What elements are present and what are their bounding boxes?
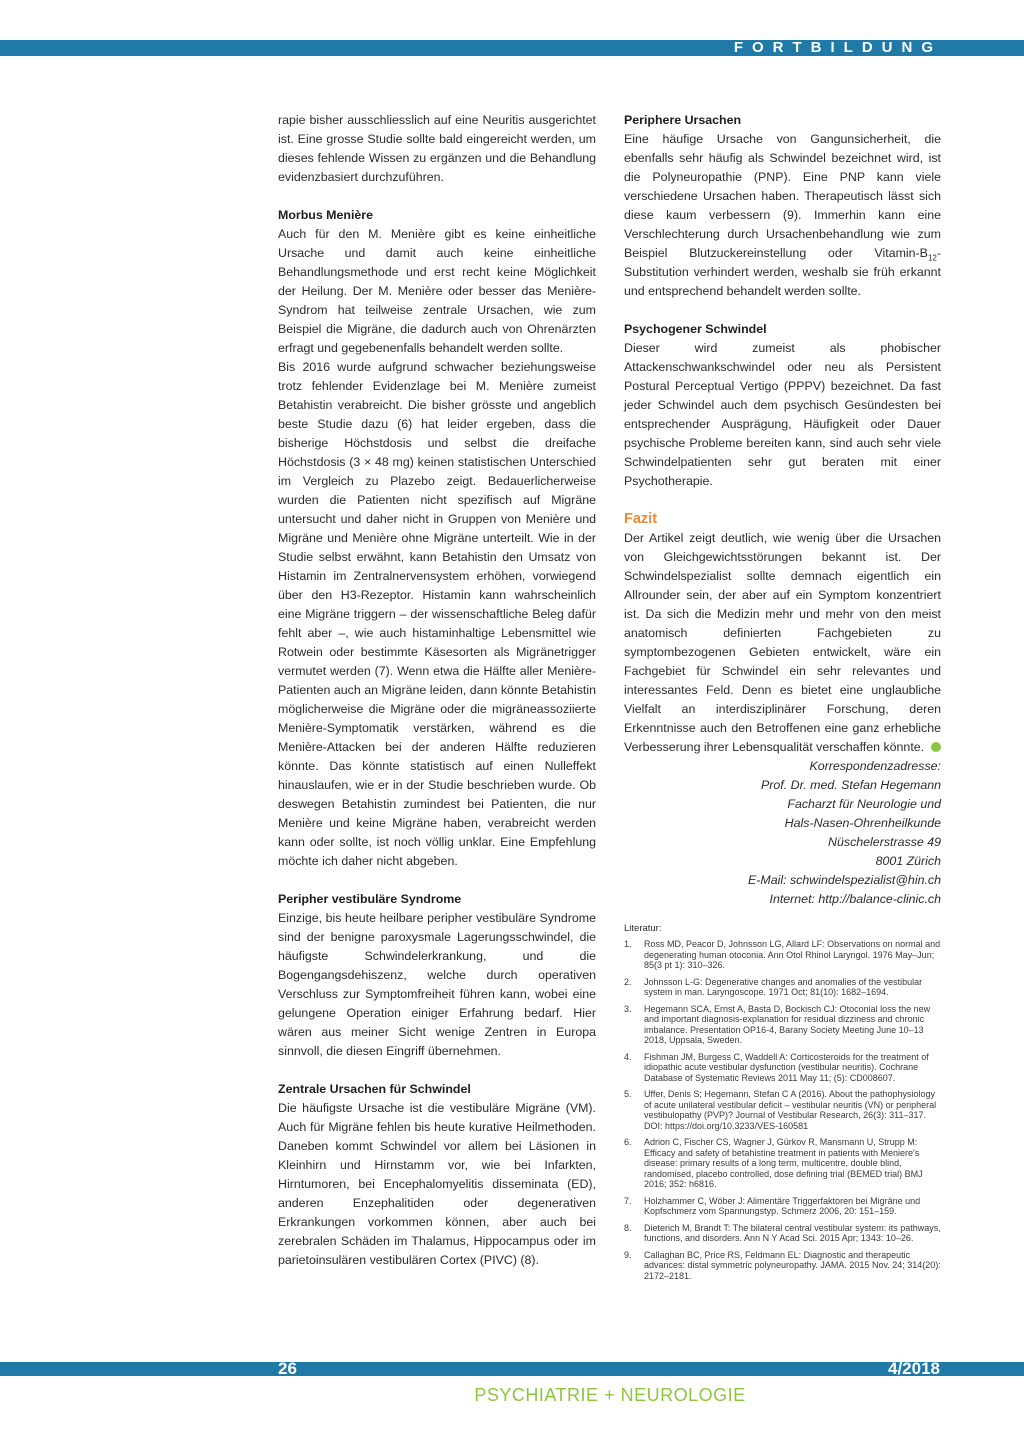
contact-line: Korrespondenzadresse: bbox=[809, 759, 941, 773]
heading-fazit: Fazit bbox=[624, 511, 658, 527]
heading-morbus-meniere: Morbus Menière bbox=[278, 208, 374, 222]
page-number: 26 bbox=[278, 1359, 297, 1378]
reference-item: 2. Johnsson L-G: Degenerative changes and anomalies of the vestibular system in man. Laryngoscope. 1971 Oct; 81(10): 1682–1694. bbox=[624, 976, 923, 997]
heading-zentrale-ursachen: Zentrale Ursachen für Schwindel bbox=[278, 1082, 471, 1096]
left-column bbox=[278, 111, 596, 1270]
vitamin-subscript: 12 bbox=[927, 253, 937, 263]
heading-psychogener-schwindel: Psychogener Schwindel bbox=[624, 322, 767, 336]
meniere-paragraph-1: Auch für den M. Menière gibt es keine einheitliche Ursache und damit auch keine einheitliche Behandlungsmethode und erst recht keine Möglichkeit der Heilung. Der M. Menière oder besser das Menière-Syndrom hat teilweise zentrale Ursachen, wie zum Beispiel die Migräne, die dadurch auch von Ohrenärzten erfragt und gegebenenfalls behandelt werden sollte. bbox=[278, 227, 596, 355]
footer-band bbox=[0, 1359, 1024, 1378]
periphere-paragraph bbox=[624, 130, 941, 301]
periphere-text-b: -Substitution verhindert werden, weshalb sie früh erkannt und entsprechend behandelt werden sollte. bbox=[624, 246, 941, 298]
periphere-text-a: Eine häufige Ursache von Gangunsicherheit, die ebenfalls sehr häufig als Schwindel bezeichnet wird, ist die Polyneuropathie (PNP). Eine PNP kann viele verschiedene Ursachen haben. Therapeutisch lässt sich diese kaum verbessern (9). Immerhin kann eine Verschlechterung durch Ursachenbehandlung wie zum Beispiel Blutzuckereinstellung oder Vitamin-B bbox=[624, 132, 941, 260]
contact-line: Prof. Dr. med. Stefan Hegemann bbox=[761, 778, 941, 792]
reference-item: 6. Adrion C, Fischer CS, Wagner J, Gürkov R, Mansmann U, Strupp M: Efficacy and safety of betahistine treatment in patients with Meniere's disease: primary results of a long term, multicentre, double blind, randomised, placebo controlled, dose defining trial (BEMED trial) BMJ 2016; 352: h6816. bbox=[624, 1137, 923, 1189]
reference-item: 4. Fishman JM, Burgess C, Waddell A: Corticosteroids for the treatment of idiopathic acute vestibular dysfunction (vestibular neuritis). Cochrane Database of Systematic Reviews 2011 May 11; (5): CD008607. bbox=[624, 1051, 929, 1083]
fazit-text: Der Artikel zeigt deutlich, wie wenig über die Ursachen von Gleichgewichtsstörungen bekannt ist. Der Schwindelspezialist sollte demnach eigentlich ein Allrounder sein, der aber auf ein Symptom konzentriert ist. Da sich die Medizin mehr und mehr von den meist anatomisch definierten Fachgebieten zu symptombezogenen Gebieten entwickelt, wäre ein Fachgebiet für Schwindel ein sehr relevantes und interessantes Feld. Denn es bietet eine unglaubliche Vielfalt an interdisziplinärer Forschung, deren Erkenntnisse auch den Betroffenen eine ganz erhebliche Verbesserung ihrer Lebensqualität verschaffen könnte. bbox=[624, 531, 941, 754]
end-of-article-dot-icon bbox=[931, 742, 941, 752]
contact-line: Facharzt für Neurologie und bbox=[787, 797, 941, 811]
reference-item: 1. Ross MD, Peacor D, Johnsson LG, Allard LF: Observations on normal and degenerating human otoconia. Ann Otol Rhinol Laryngol. 1976 May–Jun; 85(3 pt 1): 310–326. bbox=[624, 939, 941, 970]
meniere-paragraph-2: Bis 2016 wurde aufgrund schwacher beziehungsweise trotz fehlender Evidenzlage bei M. Menière zumeist Betahistin verabreicht. Die bisher grösste und angeblich beste Studie dazu (6) hat leider ergeben, dass die bisherige Höchstdosis und selbst die dreifache Höchstdosis (3 × 48 mg) keinen statistischen Unterschied im Vergleich zu Plazebo zeigt. Bedauerlicherweise wurden die Patienten nicht spezifisch auf Migräne untersucht und daher nicht in Gruppen von Menière und Migräne und Menière ohne Migräne unterteilt. Wie in der Studie selbst erwähnt, kann Betahistin den Umsatz von Histamin im Zentralnervensystem erhöhen, vorwiegend über den H3-Rezeptor. Histamin kann wahrscheinlich eine Migräne triggern – der wissenschaftliche Beleg dafür fehlt aber –, wie auch histaminhaltige Lebensmittel wie Rotwein oder bestimmte Käsesorten als Migränetrigger vermutet werden (7). Wenn etwa die Hälfte aller Menière-Patienten auch an Migräne leiden, dann könnte Betahistin möglicherweise die Migräne oder die migräneassoziierte Menière-Symptomatik verstärken, während es die Menière-Attacken bei der anderen Hälfte reduzieren könnte. Das könnte statistisch auf einen Nulleffekt hinauslaufen, wie er in der Studie beschrieben wurde. Ob deswegen Betahistin zumindest bei Patienten, die nur Menière und keine Migräne haben, verabreicht werden kann oder sollte, ist noch völlig unklar. Eine Empfehlung möchte ich daher nicht abgeben. bbox=[278, 360, 596, 868]
reference-item: 7. Holzhammer C, Wöber J: Alimentäre Triggerfaktoren bei Migräne und Kopfschmerz vom Spannungstyp. Schmerz 2006, 20: 151–159. bbox=[624, 1195, 921, 1216]
reference-list bbox=[624, 939, 941, 1281]
heading-peripher-vestibulaere-syndrome: Peripher vestibuläre Syndrome bbox=[278, 892, 462, 906]
contact-line: Nüschelerstrasse 49 bbox=[828, 835, 941, 849]
issue-number: 4/2018 bbox=[888, 1359, 940, 1378]
fazit-paragraph bbox=[624, 529, 941, 757]
contact-website: Internet: http://balance-clinic.ch bbox=[769, 892, 941, 906]
right-column bbox=[624, 111, 941, 1287]
reference-item: 8. Dieterich M, Brandt T: The bilateral central vestibular system: its pathways, functions, and disorders. Ann N Y Acad Sci. 2015 Apr; 1343: 10–26. bbox=[624, 1222, 941, 1243]
reference-item: 3. Hegemann SCA, Ernst A, Basta D, Bockisch CJ: Otoconial loss the new and important diagnosis-explanation for residual dizziness and chronic imbalance. Presentation OP16-4, Barany Society Meeting June 10–13 2018, Uppsala, Sweden. bbox=[624, 1003, 931, 1045]
journal-title: PSYCHIATRIE + NEUROLOGIE bbox=[474, 1385, 746, 1405]
contact-line: Hals-Nasen-Ohrenheilkunde bbox=[784, 816, 941, 830]
psycho-paragraph: Dieser wird zumeist als phobischer Attackenschwankschwindel oder neu als Persistent Postural Perceptual Vertigo (PPPV) bezeichnet. Da fast jeder Schwindel auch dem psychisch Gesündesten bei entsprechender Ausprägung, Häufigkeit oder Dauer psychische Probleme bereiten kann, sind auch sehr viele Schwindelpatienten sehr gut beraten mit einer Psychotherapie. bbox=[624, 341, 941, 488]
contact-email: E-Mail: schwindelspezialist@hin.ch bbox=[747, 873, 941, 887]
literature-heading: Literatur: bbox=[624, 923, 662, 934]
intro-paragraph: rapie bisher ausschliesslich auf eine Neuritis ausgerichtet ist. Eine grosse Studie sollte bald eingereicht werden, um dieses fehlende Wissen zu ergänzen und die Behandlung evidenzbasiert durchzuführen. bbox=[278, 113, 596, 184]
contact-block bbox=[624, 757, 941, 909]
peripher-paragraph: Einzige, bis heute heilbare peripher vestibuläre Syndrome sind der benigne paroxysmale Lagerungsschwindel, die häufigste Schwindelerkrankung, und die Bogengangsdehiszenz, welche durch operativen Verschluss zur Symptomfreiheit führen kann, wobei eine gelungene Operation einiger Erfahrung bedarf. Hier wären aus meiner Sicht wenige Zentren in Europa sinnvoll, die diesen Eingriff übernehmen. bbox=[278, 911, 596, 1058]
reference-item: 9. Callaghan BC, Price RS, Feldmann EL: Diagnostic and therapeutic advances: distal symmetric polyneuropathy. JAMA. 2015 Nov. 24; 314(20): 2172–2181. bbox=[624, 1249, 941, 1281]
heading-periphere-ursachen: Periphere Ursachen bbox=[624, 113, 742, 127]
zentral-paragraph: Die häufigste Ursache ist die vestibuläre Migräne (VM). Auch für Migräne fehlen bis heute kurative Heilmethoden. Daneben kommt Schwindel vor allem bei Läsionen in Kleinhirn und Hirnstamm vor, wie bei Infarkten, Hirntumoren, bei Encephalomyelitis disseminata (ED), anderen Enzephalitiden oder degenerativen Erkrankungen vorkommen können, aber auch bei zerebralen Schäden im Thalamus, Hippocampus oder im parietoinsulären vestibulären Cortex (PIVC) (8). bbox=[278, 1101, 596, 1267]
section-label: FORTBILDUNG bbox=[733, 39, 942, 56]
reference-item: 5. Uffer, Denis S; Hegemann, Stefan C A (2016). About the pathophysiology of acute unilateral vestibular deficit – vestibular neuritis (VN) or peripheral vestibulopathy (PVP)? Journal of Vestibular Research, 26(3): 311–317. DOI: https://doi.org/10.3233/VES-160581 bbox=[624, 1089, 937, 1131]
contact-line: 8001 Zürich bbox=[875, 854, 941, 868]
